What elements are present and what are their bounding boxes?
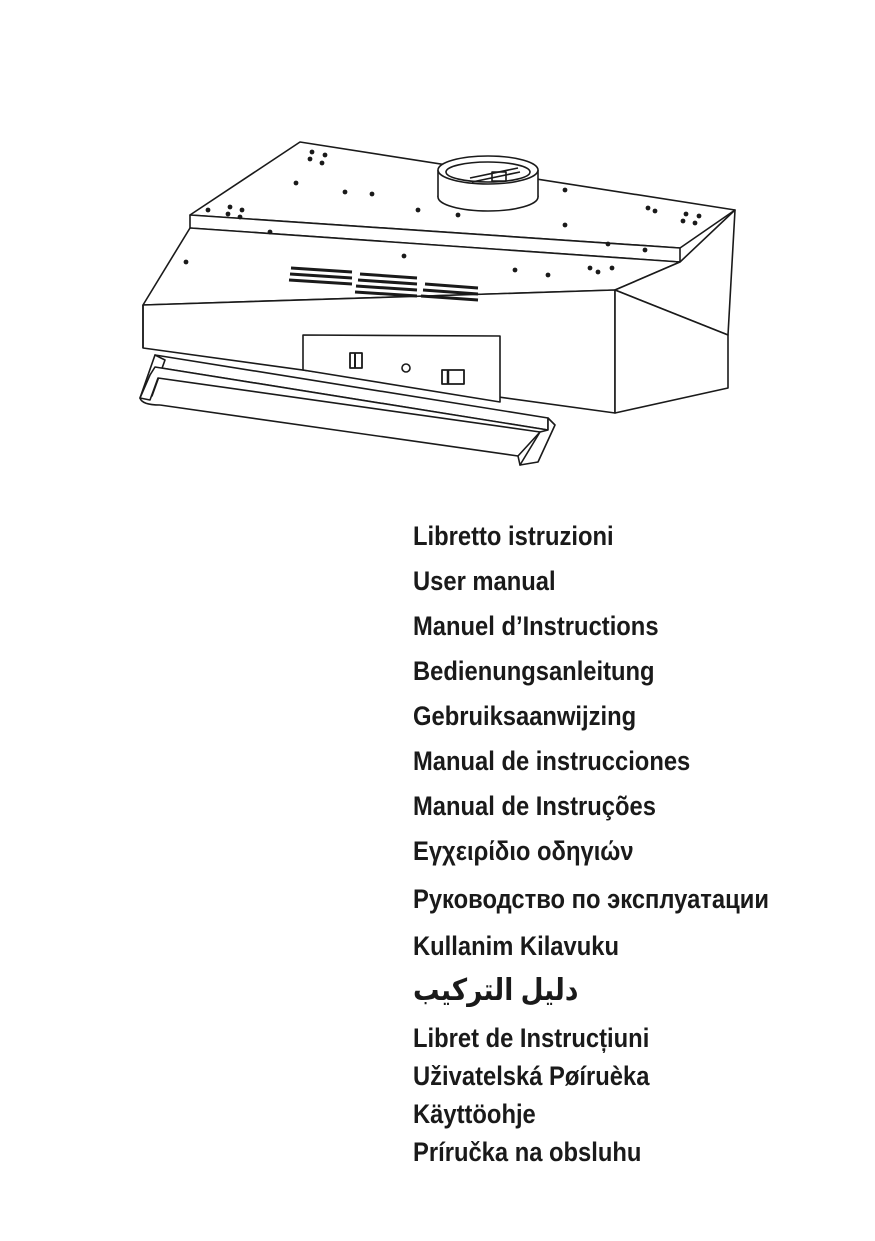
- title-dutch: Gebruiksaanwijzing: [413, 701, 637, 731]
- title-french: Manuel d’Instructions: [413, 611, 659, 641]
- title-slovak: Príručka na obsluhu: [413, 1137, 642, 1167]
- title-greek: Εγχειρίδιο οδηγιών: [413, 836, 634, 866]
- title-german: Bedienungsanleitung: [413, 656, 655, 686]
- title-czech: Uživatelská Pøíruèka: [413, 1061, 650, 1091]
- title-spanish: Manual de instrucciones: [413, 746, 691, 776]
- title-arabic: دليل التركيب: [413, 974, 579, 1007]
- range-hood-illustration: [130, 130, 750, 480]
- title-portuguese: Manual de Instruções: [413, 791, 656, 821]
- title-turkish: Kullanim Kilavuku: [413, 931, 619, 961]
- title-finnish: Käyttöohje: [413, 1099, 536, 1129]
- title-romanian: Libret de Instrucțiuni: [413, 1023, 650, 1053]
- title-english: User manual: [413, 566, 556, 596]
- title-italian: Libretto istruzioni: [413, 521, 614, 551]
- title-russian: Руководство по эксплуатации: [413, 884, 769, 914]
